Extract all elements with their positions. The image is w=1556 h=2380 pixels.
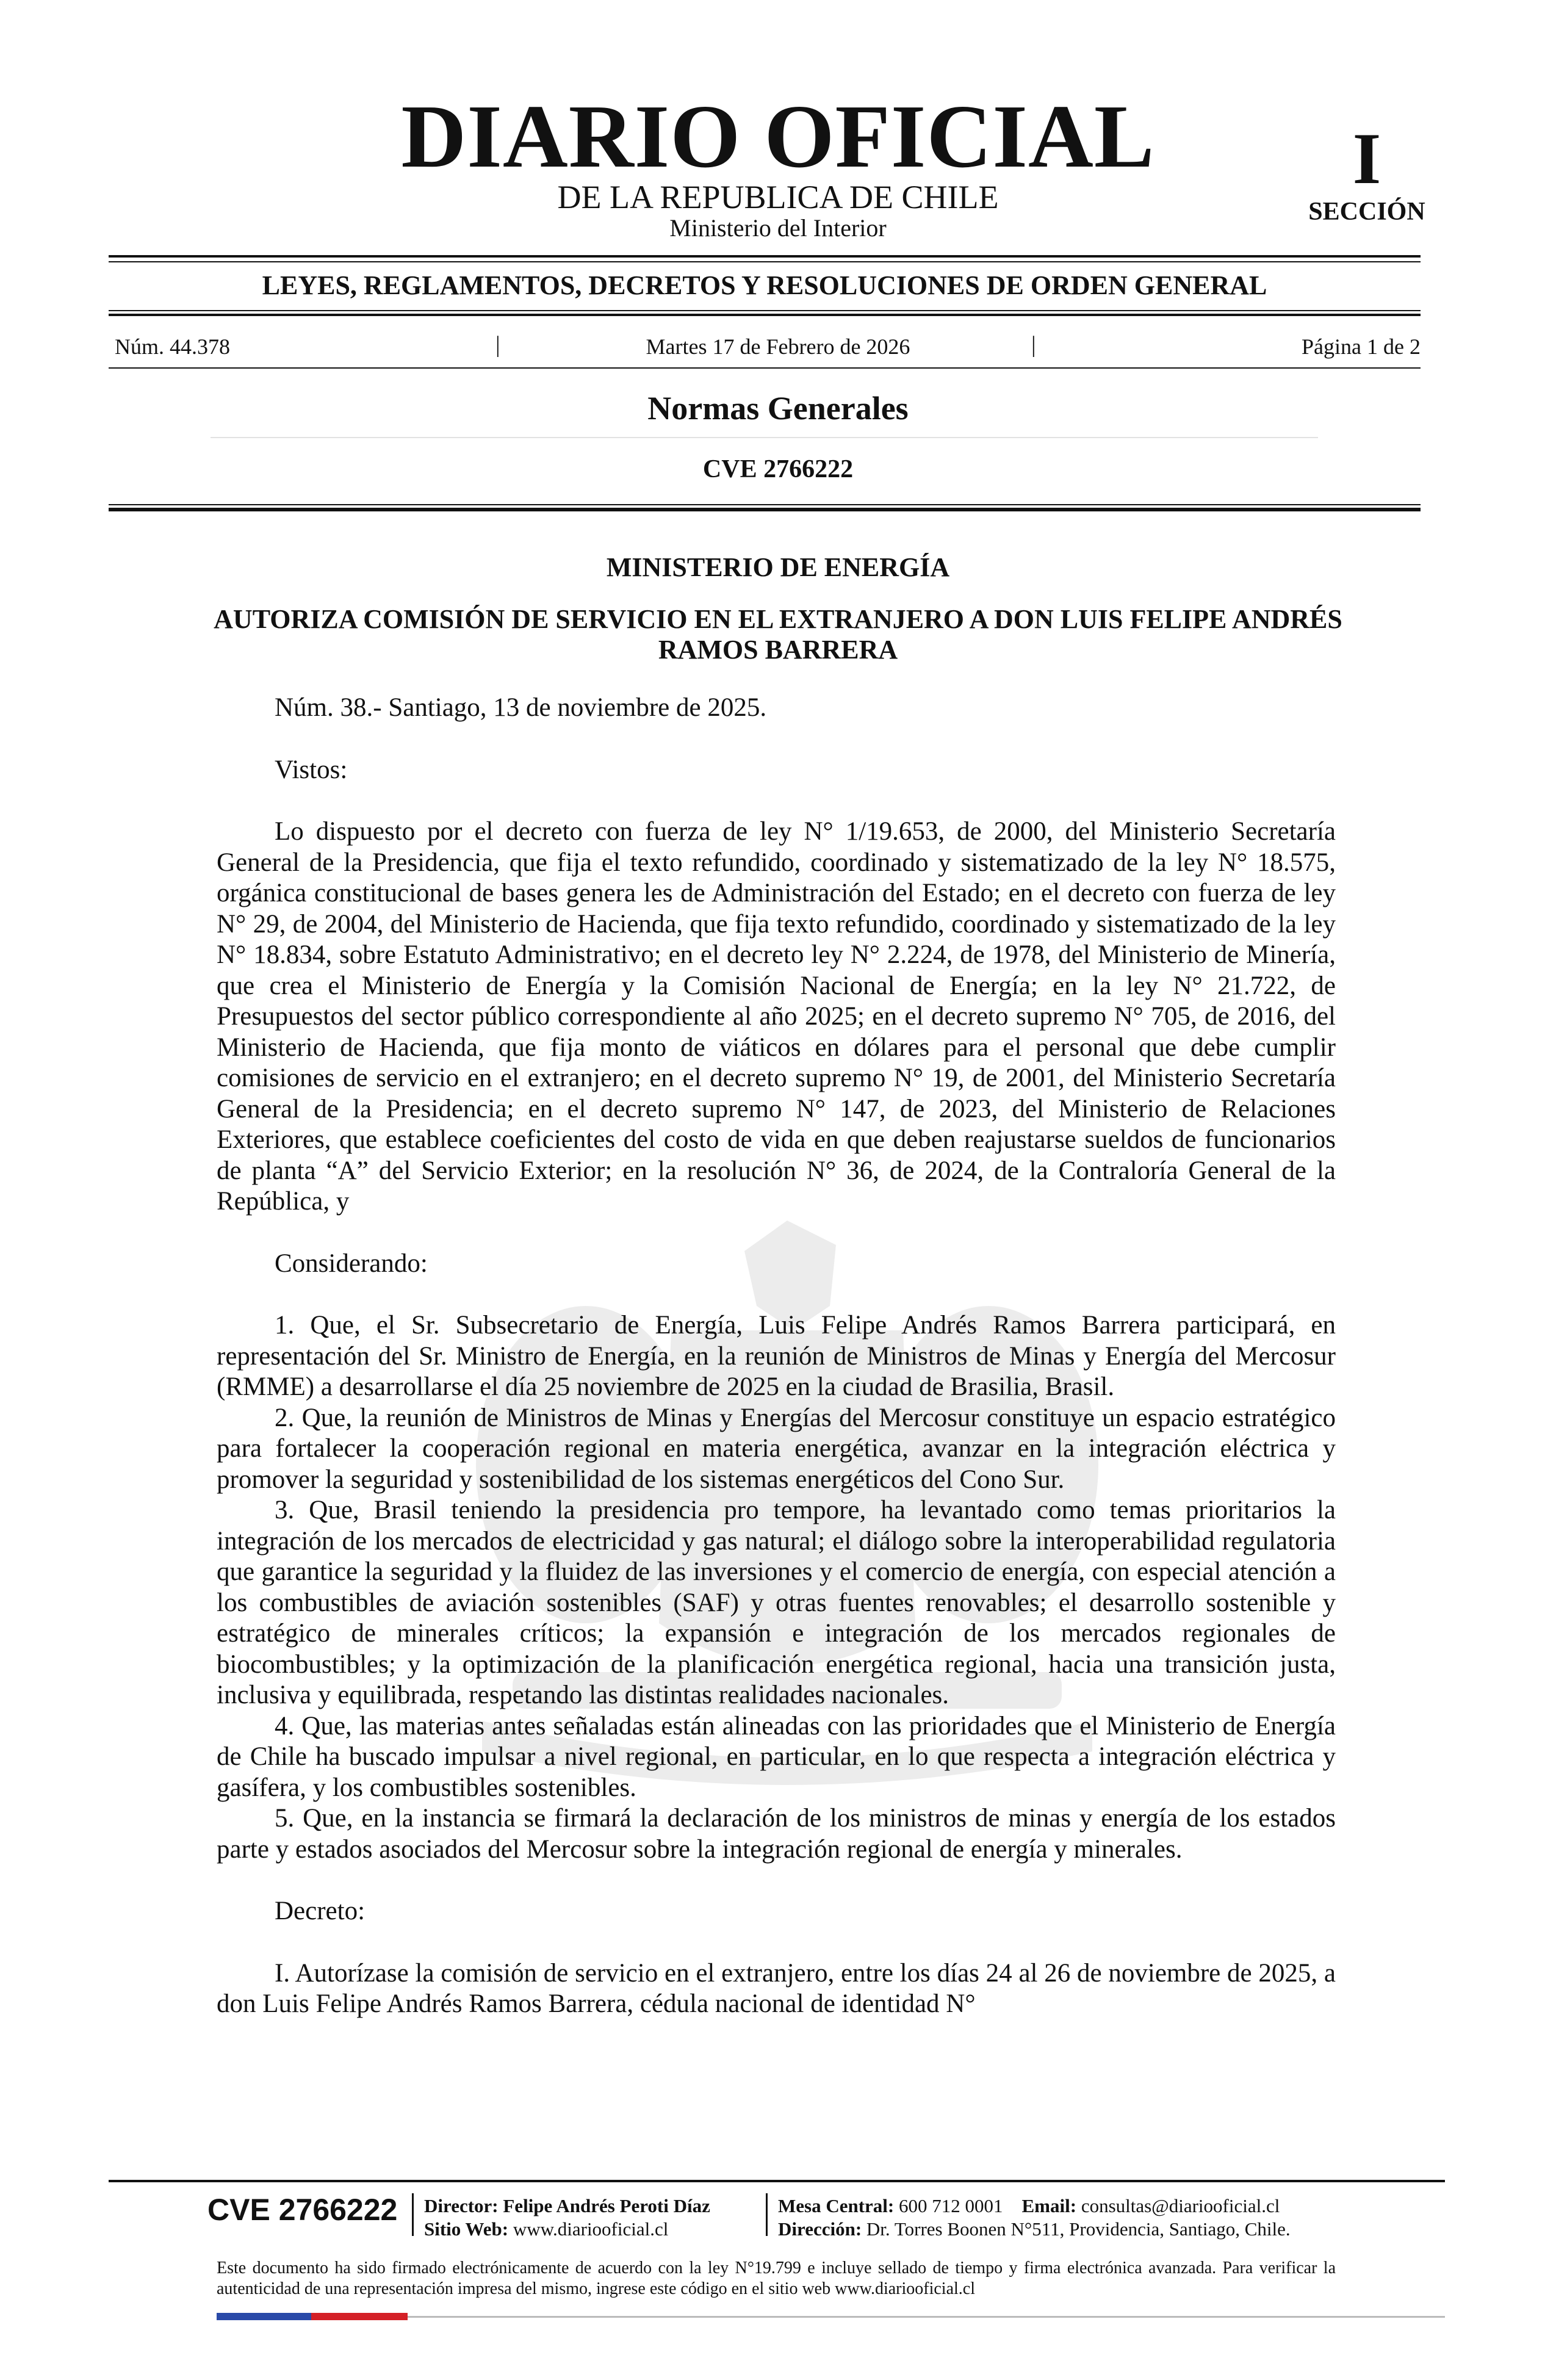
footer-contact-block: [778, 2194, 1291, 2241]
considerando-item: 2. Que, la reunión de Ministros de Minas y Energías del Mercosur constituye un espacio estratégico para fortalecer la cooperación regional en materia energética, avanzar en la integración eléctrica y promover la seguridad y sostenibilidad de los sistemas energéticos del Cono Sur.: [217, 1403, 1336, 1494]
director-name: Felipe Andrés Peroti Díaz: [503, 2195, 710, 2216]
issue-separator: |: [495, 332, 500, 358]
issue-separator: |: [1031, 332, 1036, 358]
address-label: Dirección:: [778, 2218, 862, 2240]
considerando-item: 1. Que, el Sr. Subsecretario de Energía, Luis Felipe Andrés Ramos Barrera participará, en representación del Sr. Ministro de Energía, en la reunión de Ministros de Minas y Energía del Mercosur (RMME) a desarrollarse el día 25 noviembre de 2025 en la ciudad de Brasilia, Brasil.: [217, 1311, 1336, 1401]
flag-stripe-red: [311, 2313, 408, 2320]
issue-rule: [109, 367, 1421, 369]
considerando-item: 4. Que, las materias antes señaladas están alineadas con las prioridades que el Ministerio de Energía de Chile ha buscado impulsar a nivel regional, en particular, en lo que respecta a integración eléctrica y gasífera, y los combustibles sostenibles.: [217, 1711, 1336, 1802]
flag-stripe-blue: [217, 2313, 311, 2320]
document-ministry: MINISTERIO DE ENERGÍA: [606, 552, 950, 582]
website-label: Sitio Web:: [424, 2218, 509, 2240]
cve-rule: [109, 508, 1421, 511]
phone-label: Mesa Central:: [778, 2195, 895, 2216]
category-rule: [109, 314, 1421, 316]
email-link[interactable]: consultas@diariooficial.cl: [1081, 2195, 1280, 2216]
vistos-paragraph: Lo dispuesto por el decreto con fuerza de ley N° 1/19.653, de 2000, del Ministerio Secretaría General de la Presidencia, que fija el texto refundido, coordinado y sistematizado de la ley N° 18.575, orgánica constitucional de bases genera les de Administración del Estado; en el decreto con fuerza de ley N° 29, de 2004, del Ministerio de Hacienda, que fija texto refundido, coordinado y sistematizado de la ley N° 18.834, sobre Estatuto Administrativo; en el decreto ley N° 2.224, de 1978, del Ministerio de Minería, que crea el Ministerio de Energía y la Comisión Nacional de Energía; en la ley N° 21.722, de Presupuestos del sector público correspondiente al año 2025; en el decreto supremo N° 705, de 2016, del Ministerio de Hacienda, que fija monto de viáticos en dólares para el personal que debe cumplir comisiones de servicio en el extranjero; en el decreto supremo N° 19, de 2001, del Ministerio Secretaría General de la Presidencia; en el decreto supremo N° 147, de 2023, del Ministerio de Relaciones Exteriores, que establece coeficientes del costo de vida en que deben reajustarse sueldos de funcionarios de planta “A” del Servicio Exterior; en la resolución N° 36, de 2024, de la Contraloría General de la República, y: [217, 817, 1336, 1216]
category-heading: LEYES, REGLAMENTOS, DECRETOS Y RESOLUCIONES DE ORDEN GENERAL: [262, 270, 1267, 300]
category-rule-thin: [109, 310, 1421, 311]
website-link[interactable]: www.diariooficial.cl: [513, 2218, 669, 2240]
cve-code: CVE 2766222: [702, 455, 854, 483]
decreto-label: Decreto:: [275, 1897, 366, 1925]
footer-cve-code: CVE 2766222: [207, 2193, 398, 2227]
director-label: Director:: [424, 2195, 499, 2216]
issue-number: Núm. 44.378: [115, 334, 230, 359]
email-label: Email:: [1021, 2195, 1077, 2216]
section-number: I: [1352, 118, 1381, 199]
page-indicator: Página 1 de 2: [1302, 334, 1421, 359]
vistos-label: Vistos:: [275, 755, 348, 784]
phone-value: 600 712 0001: [899, 2195, 1003, 2216]
footer-director-block: [424, 2194, 710, 2241]
section-divider: [211, 437, 1318, 438]
footer-divider: [766, 2193, 768, 2236]
masthead-rule-top-thin: [109, 261, 1421, 262]
decreto-paragraph: I. Autorízase la comisión de servicio en el extranjero, entre los días 24 al 26 de noviembre de 2025, a don Luis Felipe Andrés Ramos Barrera, cédula nacional de identidad N°: [217, 1958, 1336, 2018]
considerando-item: 5. Que, en la instancia se firmará la declaración de los ministros de minas y energía de los estados parte y estados asociados del Mercosur sobre la integración regional de energía y minerales.: [217, 1804, 1336, 1864]
considerando-label: Considerando:: [275, 1249, 428, 1278]
section-heading: Normas Generales: [647, 390, 909, 427]
newspaper-title: DIARIO OFICIAL: [401, 87, 1155, 187]
decree-number-line: Núm. 38.- Santiago, 13 de noviembre de 2025.: [275, 693, 767, 722]
address-value: Dr. Torres Boonen N°511, Providencia, Santiago, Chile.: [866, 2218, 1291, 2240]
considerando-item: 3. Que, Brasil teniendo la presidencia pro tempore, ha levantado como temas prioritarios la integración de los mercados de electricidad y gas natural; el diálogo sobre la interoperabilidad regulatoria que garantice la seguridad y la fluidez de las inversiones y el comercio de energía, con especial atención a los combustibles de aviación sostenibles (SAF) y otras fuentes renovables; el desarrollo sostenible y estratégico de minerales críticos; la expansión e integración de los mercados regionales de biocombustibles; y la optimización de la planificación energética regional, hacia una transición justa, inclusiva y equilibrada, respetando las distintas realidades nacionales.: [217, 1496, 1336, 1709]
bottom-rule: [408, 2316, 1445, 2318]
masthead-rule-top: [109, 255, 1421, 258]
footer-legal-notice: Este documento ha sido firmado electrónicamente de acuerdo con la ley N°19.799 e incluye sellado de tiempo y firma electrónica avanzada. Para verificar la autenticidad de una representación impresa del mismo, ingrese este código en el sitio web www.diariooficial.cl: [217, 2259, 1336, 2298]
newspaper-ministry: Ministerio del Interior: [669, 214, 887, 242]
issue-date: Martes 17 de Febrero de 2026: [646, 334, 910, 359]
newspaper-subtitle: DE LA REPUBLICA DE CHILE: [557, 179, 999, 215]
cve-rule-thin: [109, 504, 1421, 505]
section-label: SECCIÓN: [1308, 198, 1425, 226]
document-title: AUTORIZA COMISIÓN DE SERVICIO EN EL EXTRANJERO A DON LUIS FELIPE ANDRÉS RAMOS BARRERA: [214, 604, 1342, 665]
footer-divider: [412, 2193, 414, 2236]
footer-rule: [109, 2180, 1445, 2182]
document-body: [217, 693, 1336, 2020]
